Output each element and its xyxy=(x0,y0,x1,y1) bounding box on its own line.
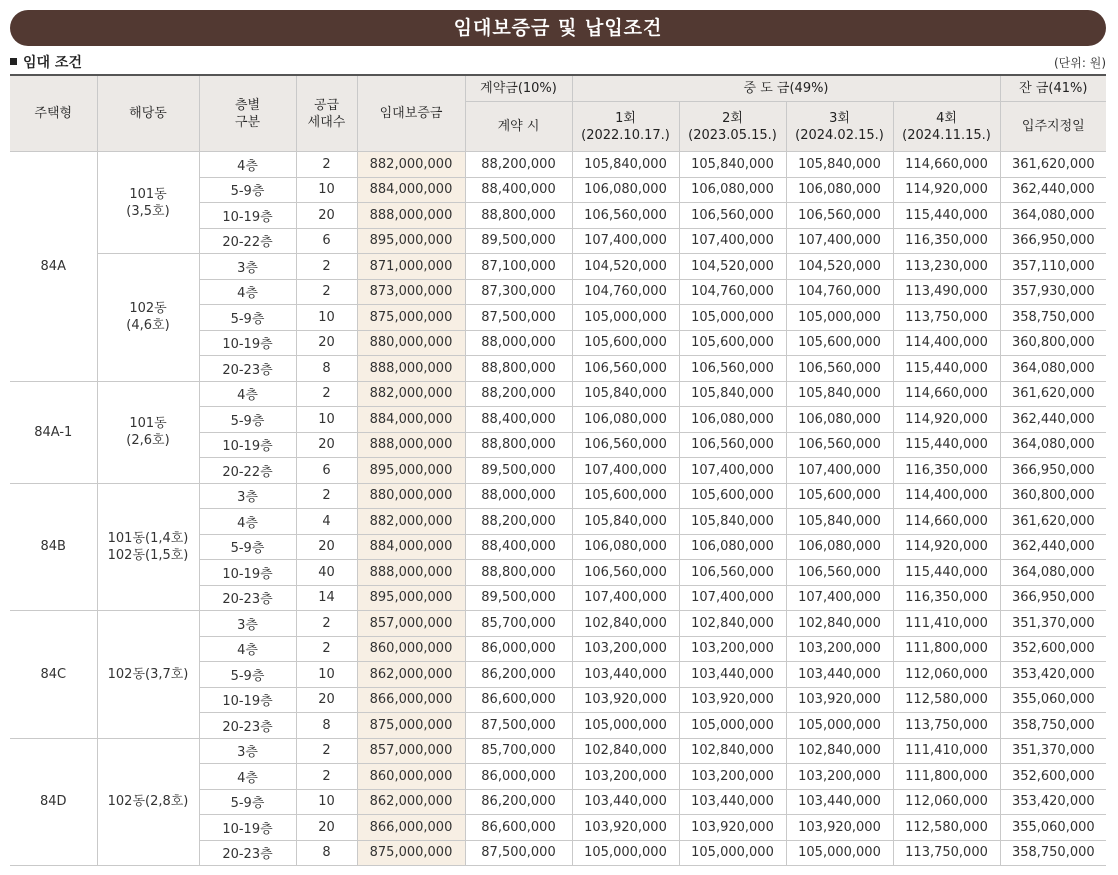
deposit-cell: 860,000,000 xyxy=(357,764,465,790)
floor-cell: 10-19층 xyxy=(199,330,296,356)
deposit-cell: 871,000,000 xyxy=(357,254,465,280)
interim-3-cell: 106,560,000 xyxy=(786,432,893,458)
contract-cell: 88,800,000 xyxy=(465,560,572,586)
interim-3-cell: 105,840,000 xyxy=(786,381,893,407)
interim-1-cell: 105,000,000 xyxy=(572,713,679,739)
interim-3-cell: 106,560,000 xyxy=(786,560,893,586)
contract-cell: 88,800,000 xyxy=(465,356,572,382)
interim-1-cell: 105,600,000 xyxy=(572,330,679,356)
balance-cell: 358,750,000 xyxy=(1000,713,1106,739)
deposit-cell: 888,000,000 xyxy=(357,560,465,586)
units-cell: 4 xyxy=(296,509,357,535)
header-floor: 층별 구분 xyxy=(199,75,296,152)
housing-type-cell: 84D xyxy=(10,738,97,866)
interim-1-cell: 107,400,000 xyxy=(572,458,679,484)
dong-cell: 101동 (2,6호) xyxy=(97,381,199,483)
header-interim-group: 중 도 금(49%) xyxy=(572,75,1000,102)
floor-cell: 10-19층 xyxy=(199,560,296,586)
floor-cell: 10-19층 xyxy=(199,203,296,229)
floor-cell: 4층 xyxy=(199,764,296,790)
contract-cell: 85,700,000 xyxy=(465,738,572,764)
interim-1-cell: 105,840,000 xyxy=(572,509,679,535)
unit-note: (단위: 원) xyxy=(1054,56,1106,70)
header-contract-group: 계약금(10%) xyxy=(465,75,572,102)
balance-cell: 361,620,000 xyxy=(1000,381,1106,407)
balance-cell: 364,080,000 xyxy=(1000,356,1106,382)
floor-cell: 20-23층 xyxy=(199,356,296,382)
units-cell: 2 xyxy=(296,483,357,509)
deposit-cell: 882,000,000 xyxy=(357,509,465,535)
interim-1-cell: 104,760,000 xyxy=(572,279,679,305)
interim-2-cell: 103,440,000 xyxy=(679,789,786,815)
dong-cell: 102동(2,8호) xyxy=(97,738,199,866)
contract-cell: 88,800,000 xyxy=(465,432,572,458)
contract-cell: 88,400,000 xyxy=(465,177,572,203)
balance-cell: 358,750,000 xyxy=(1000,840,1106,866)
contract-cell: 89,500,000 xyxy=(465,585,572,611)
contract-cell: 89,500,000 xyxy=(465,458,572,484)
interim-1-cell: 105,000,000 xyxy=(572,840,679,866)
contract-cell: 88,200,000 xyxy=(465,152,572,178)
balance-cell: 357,110,000 xyxy=(1000,254,1106,280)
deposit-cell: 866,000,000 xyxy=(357,815,465,841)
deposit-cell: 857,000,000 xyxy=(357,611,465,637)
units-cell: 2 xyxy=(296,636,357,662)
table-row xyxy=(10,381,1106,407)
floor-cell: 10-19층 xyxy=(199,815,296,841)
units-cell: 40 xyxy=(296,560,357,586)
deposit-cell: 888,000,000 xyxy=(357,432,465,458)
floor-cell: 20-22층 xyxy=(199,228,296,254)
interim-3-cell: 106,080,000 xyxy=(786,534,893,560)
interim-2-cell: 106,560,000 xyxy=(679,432,786,458)
deposit-cell: 882,000,000 xyxy=(357,381,465,407)
interim-1-cell: 103,200,000 xyxy=(572,764,679,790)
contract-cell: 87,500,000 xyxy=(465,840,572,866)
interim-2-cell: 104,760,000 xyxy=(679,279,786,305)
interim-1-cell: 105,840,000 xyxy=(572,381,679,407)
interim-3-cell: 107,400,000 xyxy=(786,585,893,611)
interim-1-cell: 106,560,000 xyxy=(572,356,679,382)
interim-4-cell: 114,920,000 xyxy=(893,177,1000,203)
balance-cell: 352,600,000 xyxy=(1000,764,1106,790)
interim-4-cell: 115,440,000 xyxy=(893,356,1000,382)
dong-cell: 102동 (4,6호) xyxy=(97,254,199,382)
units-cell: 20 xyxy=(296,203,357,229)
interim-1-cell: 106,560,000 xyxy=(572,432,679,458)
floor-cell: 10-19층 xyxy=(199,432,296,458)
interim-4-cell: 113,490,000 xyxy=(893,279,1000,305)
interim-4-cell: 111,800,000 xyxy=(893,764,1000,790)
deposit-cell: 884,000,000 xyxy=(357,177,465,203)
contract-cell: 87,500,000 xyxy=(465,305,572,331)
interim-3-cell: 105,600,000 xyxy=(786,483,893,509)
units-cell: 10 xyxy=(296,407,357,433)
interim-4-cell: 114,660,000 xyxy=(893,152,1000,178)
balance-cell: 355,060,000 xyxy=(1000,815,1106,841)
deposit-cell: 884,000,000 xyxy=(357,407,465,433)
balance-cell: 361,620,000 xyxy=(1000,509,1106,535)
balance-cell: 366,950,000 xyxy=(1000,585,1106,611)
balance-cell: 362,440,000 xyxy=(1000,534,1106,560)
header-balance-sub: 입주지정일 xyxy=(1000,102,1106,152)
balance-cell: 357,930,000 xyxy=(1000,279,1106,305)
header-deposit: 임대보증금 xyxy=(357,75,465,152)
dong-cell: 101동 (3,5호) xyxy=(97,152,199,254)
interim-4-cell: 112,580,000 xyxy=(893,815,1000,841)
balance-cell: 351,370,000 xyxy=(1000,611,1106,637)
section-title-label: 임대 조건 xyxy=(23,55,82,71)
balance-cell: 351,370,000 xyxy=(1000,738,1106,764)
page-title: 임대보증금 및 납입조건 xyxy=(10,10,1106,46)
interim-2-cell: 107,400,000 xyxy=(679,228,786,254)
units-cell: 10 xyxy=(296,662,357,688)
interim-4-cell: 114,660,000 xyxy=(893,509,1000,535)
interim-2-cell: 107,400,000 xyxy=(679,585,786,611)
interim-2-cell: 105,840,000 xyxy=(679,381,786,407)
units-cell: 8 xyxy=(296,713,357,739)
units-cell: 14 xyxy=(296,585,357,611)
balance-cell: 353,420,000 xyxy=(1000,662,1106,688)
units-cell: 8 xyxy=(296,356,357,382)
interim-4-cell: 113,750,000 xyxy=(893,305,1000,331)
interim-2-cell: 103,200,000 xyxy=(679,764,786,790)
deposit-cell: 857,000,000 xyxy=(357,738,465,764)
contract-cell: 88,400,000 xyxy=(465,407,572,433)
deposit-cell: 880,000,000 xyxy=(357,330,465,356)
interim-1-cell: 106,560,000 xyxy=(572,203,679,229)
deposit-cell: 895,000,000 xyxy=(357,585,465,611)
balance-cell: 352,600,000 xyxy=(1000,636,1106,662)
header-interim-3: 3회 (2024.02.15.) xyxy=(786,102,893,152)
units-cell: 8 xyxy=(296,840,357,866)
interim-4-cell: 113,750,000 xyxy=(893,713,1000,739)
interim-4-cell: 116,350,000 xyxy=(893,228,1000,254)
deposit-cell: 866,000,000 xyxy=(357,687,465,713)
interim-3-cell: 105,600,000 xyxy=(786,330,893,356)
contract-cell: 88,000,000 xyxy=(465,330,572,356)
interim-1-cell: 107,400,000 xyxy=(572,585,679,611)
interim-3-cell: 103,200,000 xyxy=(786,764,893,790)
floor-cell: 5-9층 xyxy=(199,407,296,433)
interim-4-cell: 112,060,000 xyxy=(893,789,1000,815)
interim-3-cell: 106,080,000 xyxy=(786,407,893,433)
header-interim-2: 2회 (2023.05.15.) xyxy=(679,102,786,152)
deposit-cell: 895,000,000 xyxy=(357,458,465,484)
balance-cell: 364,080,000 xyxy=(1000,560,1106,586)
square-bullet-icon xyxy=(10,58,17,65)
table-row xyxy=(10,611,1106,637)
housing-type-cell: 84C xyxy=(10,611,97,739)
interim-3-cell: 105,840,000 xyxy=(786,152,893,178)
interim-2-cell: 103,200,000 xyxy=(679,636,786,662)
balance-cell: 366,950,000 xyxy=(1000,458,1106,484)
header-interim-4: 4회 (2024.11.15.) xyxy=(893,102,1000,152)
interim-1-cell: 105,000,000 xyxy=(572,305,679,331)
interim-2-cell: 106,080,000 xyxy=(679,177,786,203)
housing-type-cell: 84A-1 xyxy=(10,381,97,483)
interim-2-cell: 105,840,000 xyxy=(679,152,786,178)
interim-1-cell: 105,840,000 xyxy=(572,152,679,178)
interim-1-cell: 105,600,000 xyxy=(572,483,679,509)
interim-4-cell: 116,350,000 xyxy=(893,585,1000,611)
dong-cell: 102동(3,7호) xyxy=(97,611,199,739)
floor-cell: 20-23층 xyxy=(199,840,296,866)
contract-cell: 85,700,000 xyxy=(465,611,572,637)
deposit-cell: 860,000,000 xyxy=(357,636,465,662)
interim-1-cell: 102,840,000 xyxy=(572,738,679,764)
units-cell: 6 xyxy=(296,458,357,484)
header-interim-1: 1회 (2022.10.17.) xyxy=(572,102,679,152)
contract-cell: 86,200,000 xyxy=(465,789,572,815)
interim-1-cell: 103,440,000 xyxy=(572,789,679,815)
interim-3-cell: 103,920,000 xyxy=(786,687,893,713)
units-cell: 2 xyxy=(296,381,357,407)
balance-cell: 358,750,000 xyxy=(1000,305,1106,331)
interim-2-cell: 106,560,000 xyxy=(679,356,786,382)
table-row xyxy=(10,254,1106,280)
deposit-cell: 875,000,000 xyxy=(357,840,465,866)
header-type: 주택형 xyxy=(10,75,97,152)
interim-4-cell: 115,440,000 xyxy=(893,560,1000,586)
units-cell: 10 xyxy=(296,789,357,815)
balance-cell: 360,800,000 xyxy=(1000,483,1106,509)
balance-cell: 360,800,000 xyxy=(1000,330,1106,356)
interim-1-cell: 103,200,000 xyxy=(572,636,679,662)
contract-cell: 89,500,000 xyxy=(465,228,572,254)
interim-2-cell: 103,440,000 xyxy=(679,662,786,688)
housing-type-cell: 84A xyxy=(10,152,97,382)
floor-cell: 3층 xyxy=(199,483,296,509)
floor-cell: 5-9층 xyxy=(199,789,296,815)
interim-3-cell: 106,080,000 xyxy=(786,177,893,203)
interim-1-cell: 103,440,000 xyxy=(572,662,679,688)
interim-2-cell: 105,840,000 xyxy=(679,509,786,535)
deposit-cell: 873,000,000 xyxy=(357,279,465,305)
units-cell: 2 xyxy=(296,738,357,764)
floor-cell: 3층 xyxy=(199,738,296,764)
units-cell: 20 xyxy=(296,815,357,841)
balance-cell: 364,080,000 xyxy=(1000,203,1106,229)
interim-3-cell: 107,400,000 xyxy=(786,228,893,254)
dong-cell: 101동(1,4호) 102동(1,5호) xyxy=(97,483,199,611)
interim-4-cell: 112,580,000 xyxy=(893,687,1000,713)
interim-4-cell: 113,230,000 xyxy=(893,254,1000,280)
interim-1-cell: 107,400,000 xyxy=(572,228,679,254)
table-row xyxy=(10,152,1106,178)
interim-2-cell: 105,000,000 xyxy=(679,305,786,331)
interim-2-cell: 106,080,000 xyxy=(679,534,786,560)
balance-cell: 355,060,000 xyxy=(1000,687,1106,713)
interim-3-cell: 106,560,000 xyxy=(786,356,893,382)
units-cell: 6 xyxy=(296,228,357,254)
interim-4-cell: 115,440,000 xyxy=(893,432,1000,458)
header-units: 공급 세대수 xyxy=(296,75,357,152)
interim-4-cell: 114,660,000 xyxy=(893,381,1000,407)
floor-cell: 4층 xyxy=(199,152,296,178)
contract-cell: 86,600,000 xyxy=(465,815,572,841)
units-cell: 20 xyxy=(296,687,357,713)
units-cell: 20 xyxy=(296,534,357,560)
contract-cell: 87,100,000 xyxy=(465,254,572,280)
interim-3-cell: 103,200,000 xyxy=(786,636,893,662)
header-dong: 해당동 xyxy=(97,75,199,152)
interim-1-cell: 106,560,000 xyxy=(572,560,679,586)
interim-4-cell: 114,920,000 xyxy=(893,407,1000,433)
deposit-cell: 862,000,000 xyxy=(357,662,465,688)
interim-4-cell: 111,800,000 xyxy=(893,636,1000,662)
housing-type-cell: 84B xyxy=(10,483,97,611)
units-cell: 2 xyxy=(296,152,357,178)
interim-3-cell: 105,000,000 xyxy=(786,713,893,739)
interim-4-cell: 113,750,000 xyxy=(893,840,1000,866)
interim-3-cell: 107,400,000 xyxy=(786,458,893,484)
floor-cell: 4층 xyxy=(199,279,296,305)
interim-2-cell: 106,560,000 xyxy=(679,560,786,586)
header-contract-sub: 계약 시 xyxy=(465,102,572,152)
interim-1-cell: 106,080,000 xyxy=(572,407,679,433)
header-balance-group: 잔 금(41%) xyxy=(1000,75,1106,102)
contract-cell: 87,500,000 xyxy=(465,713,572,739)
deposit-cell: 895,000,000 xyxy=(357,228,465,254)
interim-4-cell: 114,920,000 xyxy=(893,534,1000,560)
interim-4-cell: 115,440,000 xyxy=(893,203,1000,229)
interim-1-cell: 106,080,000 xyxy=(572,177,679,203)
contract-cell: 88,200,000 xyxy=(465,381,572,407)
interim-3-cell: 106,560,000 xyxy=(786,203,893,229)
table-row xyxy=(10,738,1106,764)
table-body xyxy=(10,152,1106,866)
contract-cell: 88,200,000 xyxy=(465,509,572,535)
balance-cell: 353,420,000 xyxy=(1000,789,1106,815)
deposit-cell: 880,000,000 xyxy=(357,483,465,509)
deposit-cell: 888,000,000 xyxy=(357,203,465,229)
balance-cell: 364,080,000 xyxy=(1000,432,1106,458)
deposit-cell: 882,000,000 xyxy=(357,152,465,178)
interim-4-cell: 111,410,000 xyxy=(893,738,1000,764)
interim-2-cell: 102,840,000 xyxy=(679,738,786,764)
contract-cell: 86,000,000 xyxy=(465,636,572,662)
floor-cell: 5-9층 xyxy=(199,305,296,331)
contract-cell: 88,800,000 xyxy=(465,203,572,229)
interim-3-cell: 103,920,000 xyxy=(786,815,893,841)
interim-2-cell: 105,600,000 xyxy=(679,330,786,356)
deposit-cell: 875,000,000 xyxy=(357,305,465,331)
contract-cell: 86,600,000 xyxy=(465,687,572,713)
interim-2-cell: 105,600,000 xyxy=(679,483,786,509)
deposit-cell: 888,000,000 xyxy=(357,356,465,382)
floor-cell: 20-23층 xyxy=(199,585,296,611)
units-cell: 2 xyxy=(296,279,357,305)
units-cell: 10 xyxy=(296,305,357,331)
balance-cell: 362,440,000 xyxy=(1000,407,1106,433)
table-row xyxy=(10,483,1106,509)
interim-4-cell: 116,350,000 xyxy=(893,458,1000,484)
interim-2-cell: 104,520,000 xyxy=(679,254,786,280)
units-cell: 10 xyxy=(296,177,357,203)
units-cell: 2 xyxy=(296,764,357,790)
interim-2-cell: 106,080,000 xyxy=(679,407,786,433)
interim-1-cell: 103,920,000 xyxy=(572,687,679,713)
floor-cell: 10-19층 xyxy=(199,687,296,713)
contract-cell: 86,000,000 xyxy=(465,764,572,790)
deposit-cell: 884,000,000 xyxy=(357,534,465,560)
interim-3-cell: 104,760,000 xyxy=(786,279,893,305)
interim-3-cell: 105,840,000 xyxy=(786,509,893,535)
contract-cell: 88,400,000 xyxy=(465,534,572,560)
rent-conditions-table xyxy=(10,74,1106,866)
floor-cell: 5-9층 xyxy=(199,662,296,688)
floor-cell: 5-9층 xyxy=(199,177,296,203)
interim-3-cell: 105,000,000 xyxy=(786,840,893,866)
interim-2-cell: 106,560,000 xyxy=(679,203,786,229)
floor-cell: 3층 xyxy=(199,254,296,280)
units-cell: 2 xyxy=(296,611,357,637)
deposit-cell: 875,000,000 xyxy=(357,713,465,739)
interim-2-cell: 102,840,000 xyxy=(679,611,786,637)
contract-cell: 86,200,000 xyxy=(465,662,572,688)
floor-cell: 5-9층 xyxy=(199,534,296,560)
contract-cell: 88,000,000 xyxy=(465,483,572,509)
deposit-cell: 862,000,000 xyxy=(357,789,465,815)
interim-1-cell: 106,080,000 xyxy=(572,534,679,560)
interim-1-cell: 103,920,000 xyxy=(572,815,679,841)
balance-cell: 362,440,000 xyxy=(1000,177,1106,203)
interim-1-cell: 102,840,000 xyxy=(572,611,679,637)
floor-cell: 4층 xyxy=(199,509,296,535)
floor-cell: 20-23층 xyxy=(199,713,296,739)
section-title xyxy=(10,52,82,72)
balance-cell: 361,620,000 xyxy=(1000,152,1106,178)
floor-cell: 20-22층 xyxy=(199,458,296,484)
interim-3-cell: 103,440,000 xyxy=(786,789,893,815)
interim-3-cell: 103,440,000 xyxy=(786,662,893,688)
balance-cell: 366,950,000 xyxy=(1000,228,1106,254)
interim-3-cell: 104,520,000 xyxy=(786,254,893,280)
interim-2-cell: 103,920,000 xyxy=(679,815,786,841)
interim-2-cell: 105,000,000 xyxy=(679,840,786,866)
interim-4-cell: 114,400,000 xyxy=(893,483,1000,509)
interim-3-cell: 102,840,000 xyxy=(786,611,893,637)
interim-4-cell: 112,060,000 xyxy=(893,662,1000,688)
floor-cell: 4층 xyxy=(199,381,296,407)
units-cell: 2 xyxy=(296,254,357,280)
contract-cell: 87,300,000 xyxy=(465,279,572,305)
units-cell: 20 xyxy=(296,432,357,458)
floor-cell: 4층 xyxy=(199,636,296,662)
interim-3-cell: 105,000,000 xyxy=(786,305,893,331)
units-cell: 20 xyxy=(296,330,357,356)
interim-4-cell: 111,410,000 xyxy=(893,611,1000,637)
interim-2-cell: 105,000,000 xyxy=(679,713,786,739)
interim-1-cell: 104,520,000 xyxy=(572,254,679,280)
interim-2-cell: 107,400,000 xyxy=(679,458,786,484)
floor-cell: 3층 xyxy=(199,611,296,637)
interim-2-cell: 103,920,000 xyxy=(679,687,786,713)
interim-3-cell: 102,840,000 xyxy=(786,738,893,764)
interim-4-cell: 114,400,000 xyxy=(893,330,1000,356)
